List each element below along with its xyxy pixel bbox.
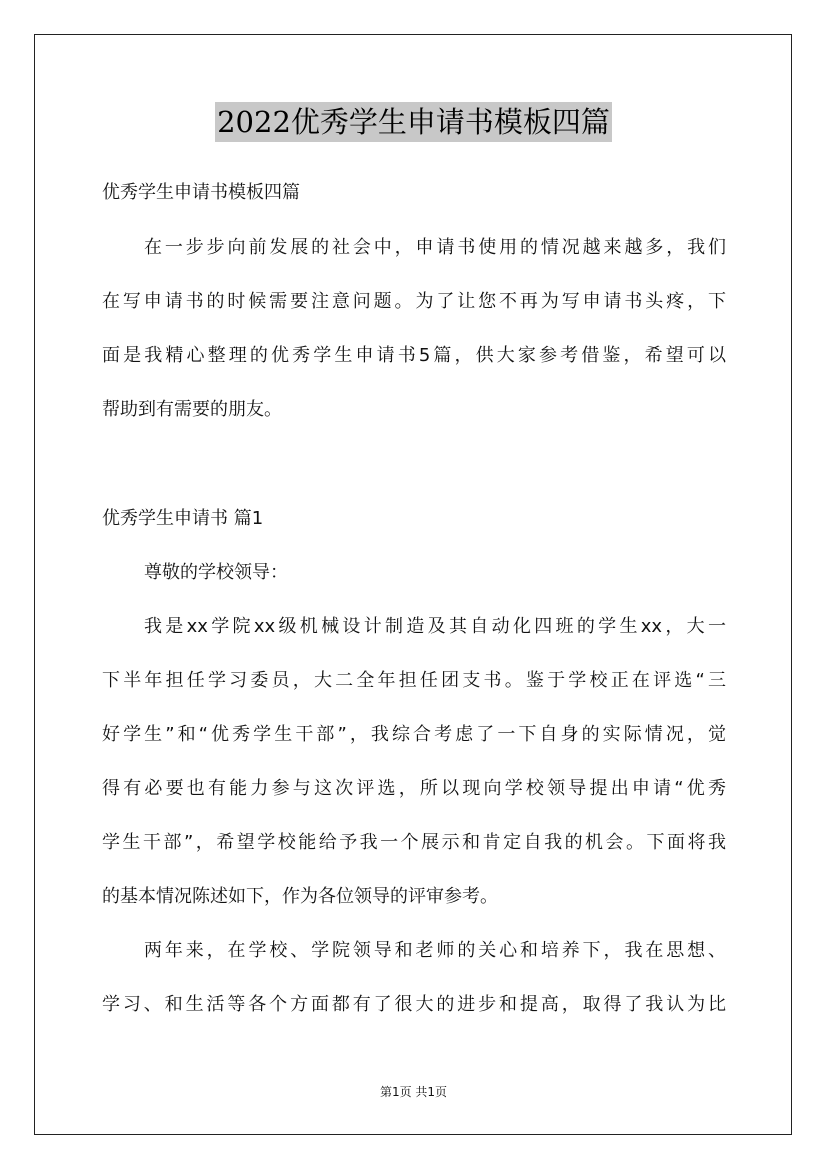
intro-paragraph-line: 在写申请书的时候需要注意问题。为了让您不再为写申请书头疼，下 bbox=[102, 291, 726, 312]
page-footer: 第1页 共1页 bbox=[379, 1085, 448, 1099]
body-paragraph-line: 学生干部”，希望学校能给予我一个展示和肯定自我的机会。下面将我 bbox=[102, 832, 726, 853]
body-paragraph-line: 得有必要也有能力参与这次评选，所以现向学校领导提出申请“优秀 bbox=[102, 778, 726, 799]
body-paragraph-line: 的基本情况陈述如下，作为各位领导的评审参考。 bbox=[102, 886, 498, 907]
body-paragraph-line: 我是xx学院xx级机械设计制造及其自动化四班的学生xx，大一 bbox=[144, 616, 726, 637]
section-heading: 优秀学生申请书 篇1 bbox=[102, 508, 264, 529]
document-subtitle: 优秀学生申请书模板四篇 bbox=[102, 182, 300, 203]
intro-paragraph-line: 帮助到有需要的朋友。 bbox=[102, 399, 282, 420]
intro-paragraph-line: 面是我精心整理的优秀学生申请书5篇，供大家参考借鉴，希望可以 bbox=[102, 345, 726, 366]
body-paragraph-line: 好学生”和“优秀学生干部”，我综合考虑了一下自身的实际情况，觉 bbox=[102, 724, 726, 745]
body-paragraph-line: 两年来，在学校、学院领导和老师的关心和培养下，我在思想、 bbox=[144, 940, 726, 961]
document-title: 2022优秀学生申请书模板四篇 bbox=[215, 102, 612, 142]
body-paragraph-line: 下半年担任学习委员，大二全年担任团支书。鉴于学校正在评选“三 bbox=[102, 670, 726, 691]
title-container bbox=[0, 102, 827, 142]
intro-paragraph-line: 在一步步向前发展的社会中，申请书使用的情况越来越多，我们 bbox=[144, 237, 726, 258]
salutation: 尊敬的学校领导： bbox=[144, 562, 288, 583]
body-paragraph-line: 学习、和生活等各个方面都有了很大的进步和提高，取得了我认为比 bbox=[102, 994, 726, 1015]
